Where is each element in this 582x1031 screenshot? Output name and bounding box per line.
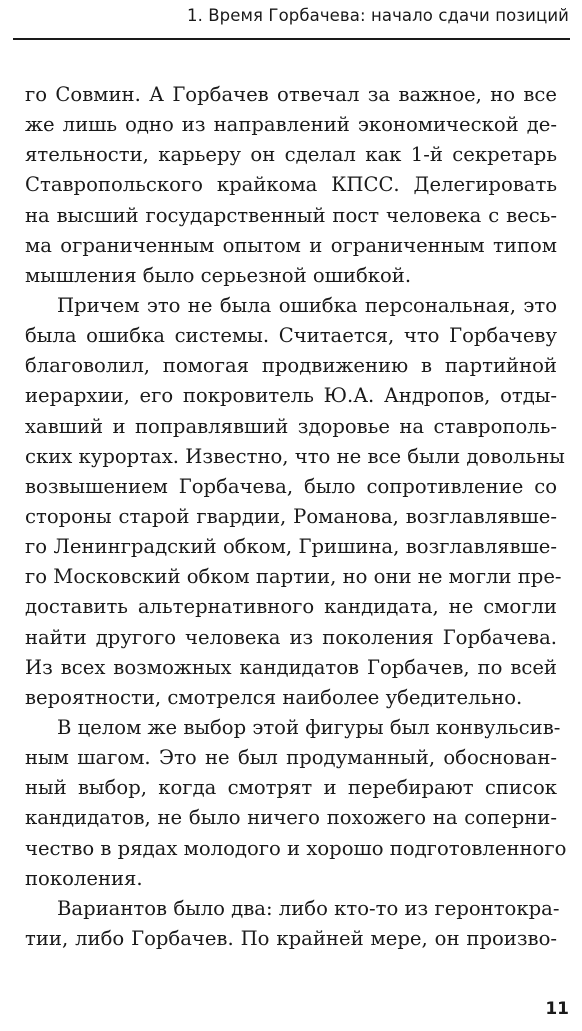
text-line: на высший государственный пост человека с весь- <box>25 203 557 227</box>
text-line: найти другого человека из поколения Горбачева. <box>25 625 557 649</box>
text-line: Вариантов было два: либо кто-то из геронтокра- <box>57 896 560 920</box>
text-line: поколения. <box>25 866 143 890</box>
text-line: ских курортах. Известно, что не все были довольны <box>25 444 565 468</box>
text-line: ным шагом. Это не был продуманный, обоснован- <box>25 746 557 770</box>
text-line: благоволил, помогая продвижению в партийной <box>25 354 557 378</box>
text-line: хавший и поправлявший здоровье на ставрополь- <box>25 414 557 438</box>
text-line: же лишь одно из направлений экономической де- <box>25 113 557 137</box>
text-line: вероятности, смотрелся наиболее убедительно. <box>25 685 523 709</box>
text-line: го Московский обком партии, но они не могли пре- <box>25 565 562 589</box>
text-line: В целом же выбор этой фигуры был конвульсив- <box>57 715 561 739</box>
text-line: тии, либо Горбачев. По крайней мере, он произво- <box>25 926 557 950</box>
text-line: мышления было серьезной ошибкой. <box>25 263 412 287</box>
text-line: Ставропольского крайкома КПСС. Делегировать <box>25 173 557 197</box>
text-line: доставить альтернативного кандидата, не смогли <box>25 595 557 619</box>
header-rule <box>13 38 570 40</box>
text-line: Из всех возможных кандидатов Горбачев, по всей <box>25 655 557 679</box>
page-number: 11 <box>545 999 569 1019</box>
text-line: ма ограниченным опытом и ограниченным типом <box>25 233 557 257</box>
text-line: Причем это не была ошибка персональная, это <box>57 293 557 317</box>
text-line: го Ленинградский обком, Гришина, возглавлявше- <box>25 535 557 559</box>
text-line: ятельности, карьеру он сделал как 1-й секретарь <box>25 143 557 167</box>
text-line: кандидатов, не было ничего похожего на соперни- <box>25 806 557 830</box>
text-line: была ошибка системы. Считается, что Горбачеву <box>25 324 557 348</box>
text-line: стороны старой гвардии, Романова, возглавлявше- <box>25 504 557 528</box>
running-head: 1. Время Горбачева: начало сдачи позиций <box>186 6 569 25</box>
text-line: чество в рядах молодого и хорошо подготовленного <box>25 836 567 860</box>
text-line: возвышением Горбачева, было сопротивление со <box>25 474 557 498</box>
body-text <box>25 80 567 954</box>
text-line: го Совмин. А Горбачев отвечал за важное, но все <box>25 83 557 106</box>
text-line: ный выбор, когда смотрят и перебирают список <box>25 776 557 800</box>
text-line: иерархии, его покровитель Ю.А. Андропов, отды- <box>25 384 557 408</box>
